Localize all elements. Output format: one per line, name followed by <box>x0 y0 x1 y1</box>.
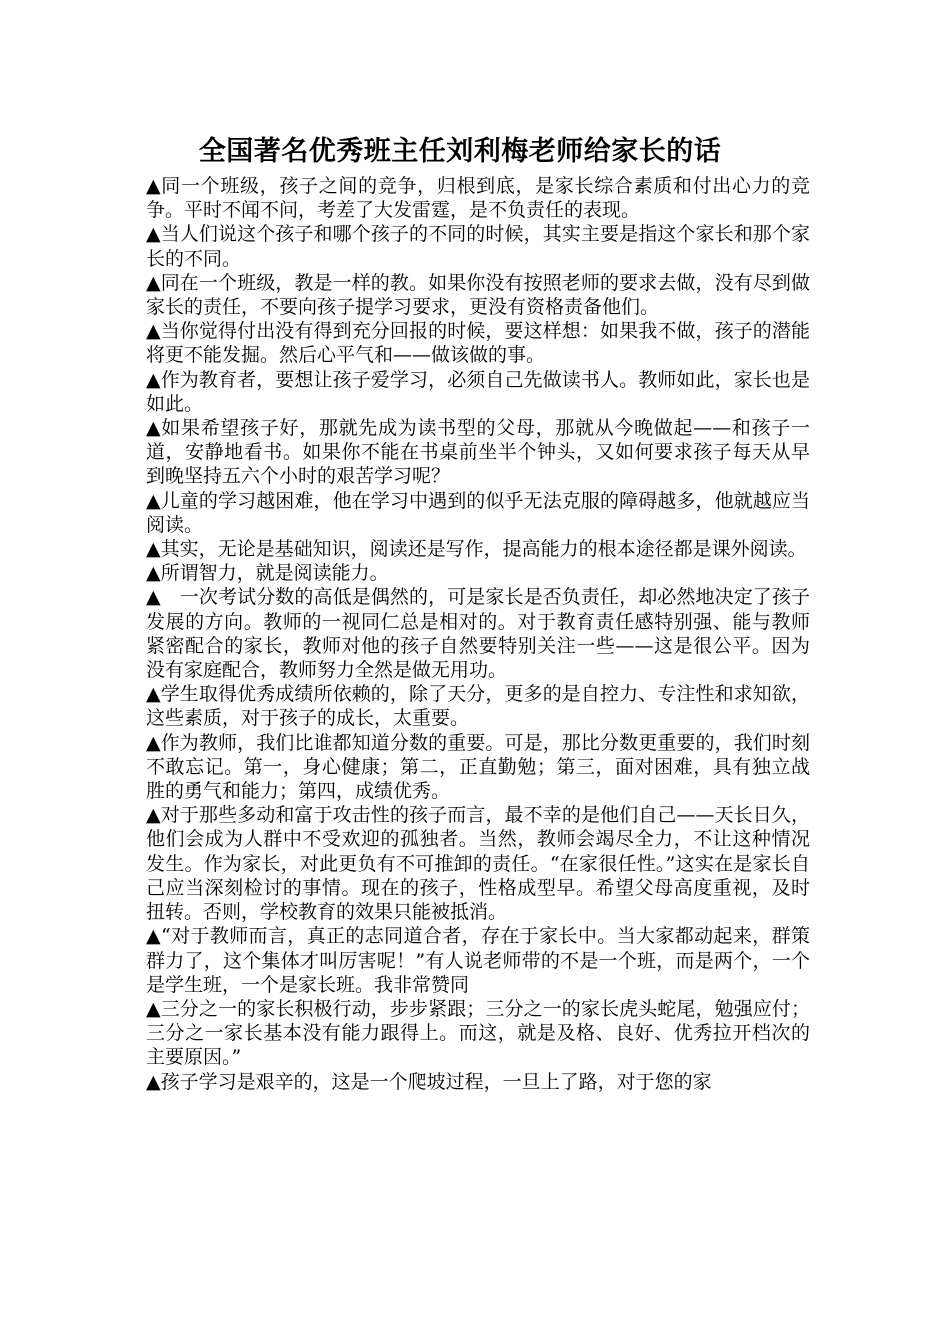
document-title: 全国著名优秀班主任刘利梅老师给家长的话 <box>198 136 722 167</box>
document-body <box>146 174 810 1094</box>
paragraph: ▲同一个班级，孩子之间的竞争，归根到底，是家长综合素质和付出心力的竞争。平时不闻不问，考差了大发雷霆，是不负责任的表现。 <box>146 175 810 222</box>
paragraph: ▲学生取得优秀成绩所依赖的，除了天分，更多的是自控力、专注性和求知欲，这些素质，对于孩子的成长，太重要。 <box>146 683 810 730</box>
paragraph: ▲对于那些多动和富于攻击性的孩子而言，最不幸的是他们自己——天长日久，他们会成为人群中不受欢迎的孤独者。当然，教师会竭尽全力，不让这种情况发生。作为家长，对此更负有不可推卸的责任。“在家很任性。”这实在是家长自己应当深刻检讨的事情。现在的孩子，性格成型早。希望父母高度重视，及时扭转。否则，学校教育的效果只能被抵消。 <box>146 804 810 924</box>
paragraph: ▲ 一次考试分数的高低是偶然的，可是家长是否负责任，却必然地决定了孩子发展的方向。教师的一视同仁总是相对的。对于教育责任感特别强、能与教师紧密配合的家长，教师对他的孩子自然要特别关注一些——这是很公平。因为没有家庭配合，教师努力全然是做无用功。 <box>146 586 810 682</box>
paragraph: ▲“对于教师而言，真正的志同道合者，存在于家长中。当大家都动起来，群策群力了，这个集体才叫厉害呢！”有人说老师带的不是一个班，而是两个，一个是学生班，一个是家长班。我非常赞同 <box>146 925 810 996</box>
paragraph: ▲所谓智力，就是阅读能力。 <box>146 562 389 585</box>
paragraph: ▲孩子学习是艰辛的，这是一个爬坡过程，一旦上了路，对于您的家 <box>146 1070 712 1093</box>
paragraph: ▲同在一个班级，教是一样的教。如果你没有按照老师的要求去做，没有尽到做家长的责任，不要向孩子提学习要求，更没有资格责备他们。 <box>146 271 810 319</box>
paragraph: ▲当你觉得付出没有得到充分回报的时候，要这样想：如果我不做，孩子的潜能将更不能发掘。然后心平气和——做该做的事。 <box>146 320 810 367</box>
paragraph: ▲当人们说这个孩子和哪个孩子的不同的时候，其实主要是指这个家长和那个家长的不同。 <box>146 223 810 270</box>
paragraph: ▲作为教育者，要想让孩子爱学习，必须自己先做读书人。教师如此，家长也是如此。 <box>146 368 810 415</box>
paragraph: ▲儿童的学习越困难，他在学习中遇到的似乎无法克服的障碍越多，他就越应当阅读。 <box>146 489 810 536</box>
paragraph: ▲如果希望孩子好，那就先成为读书型的父母，那就从今晚做起——和孩子一道，安静地看书。如果你不能在书桌前坐半个钟头，又如何要求孩子每天从早到晚坚持五六个小时的艰苦学习呢？ <box>146 417 810 488</box>
paragraph: ▲作为教师，我们比谁都知道分数的重要。可是，那比分数更重要的，我们时刻不敢忘记。第一，身心健康；第二，正直勤勉；第三，面对困难，具有独立战胜的勇气和能力；第四，成绩优秀。 <box>146 731 810 803</box>
paragraph: ▲三分之一的家长积极行动，步步紧跟；三分之一的家长虎头蛇尾，勉强应付；三分之一家长基本没有能力跟得上。而这，就是及格、良好、优秀拉开档次的主要原因。” <box>146 997 810 1069</box>
paragraph: ▲其实，无论是基础知识，阅读还是写作，提高能力的根本途径都是课外阅读。 <box>146 538 807 561</box>
